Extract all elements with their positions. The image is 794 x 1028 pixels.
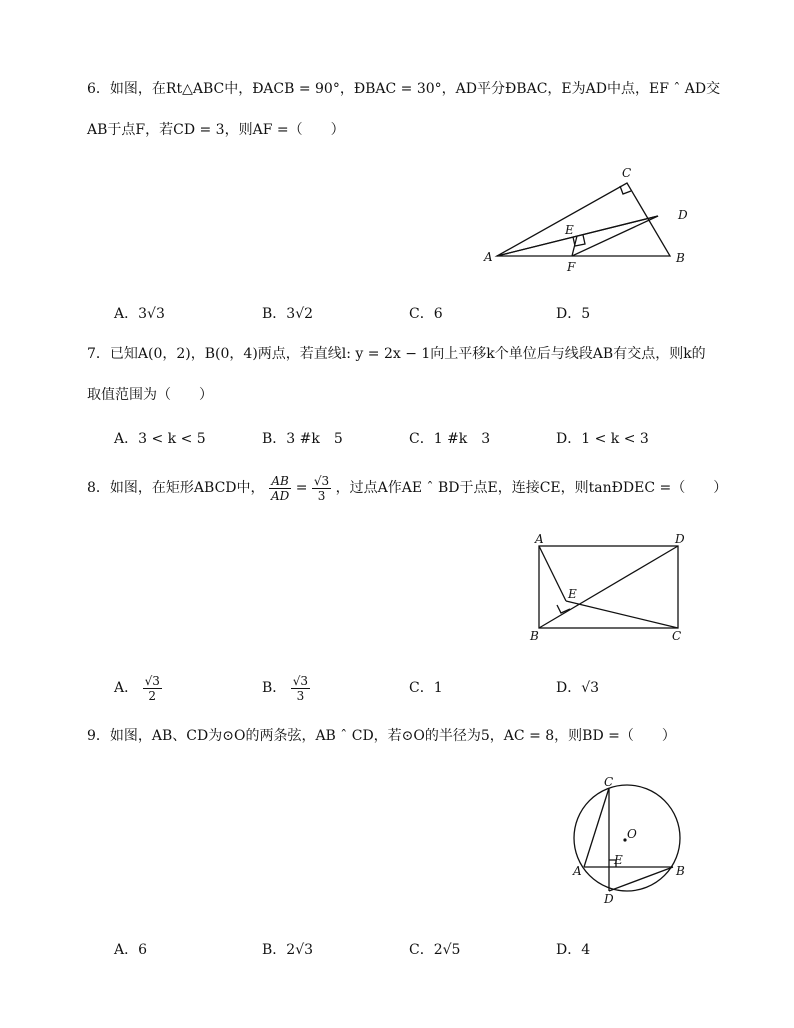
q8-option-b-num: √3 xyxy=(292,673,309,688)
q6-label-c: C xyxy=(622,166,632,180)
q6-text-line2: AB于点F，若CD = 3，则AF =（ ） xyxy=(87,122,345,138)
q8-option-b-prefix: B． xyxy=(262,680,287,696)
q8-option-c[interactable]: C．1 xyxy=(409,680,443,696)
q8-label-c: C xyxy=(672,629,682,643)
q8-equals: = xyxy=(295,480,308,496)
q8-option-b-den: 3 xyxy=(296,688,305,703)
q8-option-d[interactable]: D．√3 xyxy=(556,680,600,696)
q6-text-line1: 6．如图，在Rt△ABC中，ÐACB = 90°，ÐBAC = 30°，AD平分ÐBAC，E为AD中点，EF ˆ AD交 xyxy=(87,81,721,97)
q6-option-a[interactable]: A．3√3 xyxy=(114,306,165,322)
q9-segment-bd xyxy=(609,867,673,891)
q9-option-d[interactable]: D．4 xyxy=(556,942,591,958)
q6-label-a: A xyxy=(484,250,493,264)
q9-label-c: C xyxy=(604,775,614,789)
q8-text-post: ，过点A作AE ˆ BD于点E，连接CE，则tanÐDEC =（ ） xyxy=(335,480,728,496)
q6-label-e: E xyxy=(565,223,574,237)
q9-label-d: D xyxy=(604,892,614,906)
q8-option-a-num: √3 xyxy=(144,673,160,688)
q7-text-line1: 7．已知A(0，2)，B(0，4)两点，若直线l: y = 2x − 1向上平移k个单位后与线段AB有交点，则k的 xyxy=(87,346,706,362)
q9-text-line1: 9．如图，AB、CD为⊙O的两条弦，AB ˆ CD，若⊙O的半径为5，AC = 8，则BD =（ ） xyxy=(87,728,676,744)
q8-frac-right-den: 3 xyxy=(317,488,326,503)
q9-option-c[interactable]: C．2√5 xyxy=(409,942,461,958)
q8-text-pre: 8．如图，在矩形ABCD中， xyxy=(87,480,265,496)
q6-label-b: B xyxy=(676,251,685,265)
q8-frac-left-den: AD xyxy=(270,488,290,503)
q6-label-f: F xyxy=(567,260,576,274)
q9-segment-ac xyxy=(584,788,609,867)
q7-option-a[interactable]: A．3 < k < 5 xyxy=(114,431,206,447)
q7-option-c[interactable]: C．1 #k 3 xyxy=(409,431,491,447)
q8-label-e: E xyxy=(568,587,577,601)
q7-text-line2: 取值范围为（ ） xyxy=(87,387,213,403)
q9-option-b[interactable]: B．2√3 xyxy=(262,942,314,958)
q7-option-b[interactable]: B．3 #k 5 xyxy=(262,431,343,447)
q8-label-a: A xyxy=(535,532,544,546)
q9-label-a: A xyxy=(573,864,582,878)
q6-option-d[interactable]: D．5 xyxy=(556,306,591,322)
q6-option-c[interactable]: C．6 xyxy=(409,306,443,322)
q8-label-b: B xyxy=(530,629,539,643)
q9-label-o: O xyxy=(627,827,637,841)
q6-option-b[interactable]: B．3√2 xyxy=(262,306,314,322)
q9-label-b: B xyxy=(676,864,685,878)
q8-option-a-den: 2 xyxy=(148,688,157,703)
q8-option-a-prefix: A． xyxy=(114,680,139,696)
q9-option-a[interactable]: A．6 xyxy=(114,942,148,958)
q9-label-e: E xyxy=(614,853,623,867)
q7-option-d[interactable]: D．1 < k < 3 xyxy=(556,431,649,447)
q8-frac-left-num: AB xyxy=(269,474,291,489)
q8-frac-right-num: √3 xyxy=(313,473,330,488)
q8-label-d: D xyxy=(675,532,685,546)
q6-label-d: D xyxy=(678,208,688,222)
